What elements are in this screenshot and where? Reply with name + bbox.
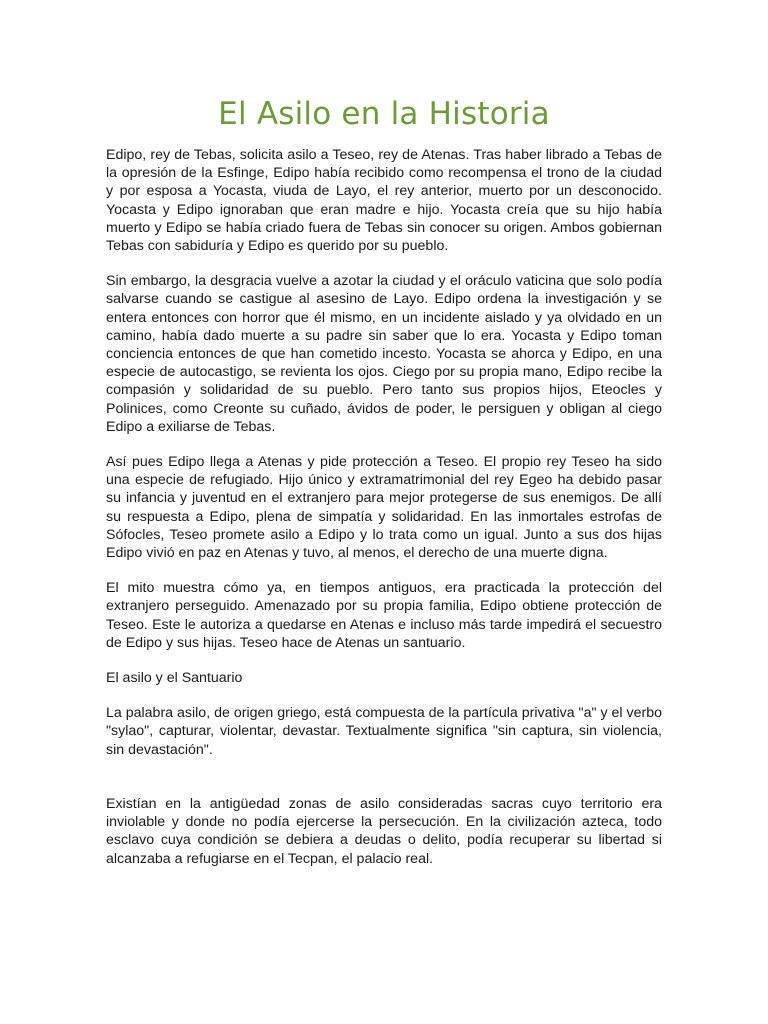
paragraph-mito: El mito muestra cómo ya, en tiempos antiguos, era practicada la protección del extranjero perseguido. Amenazado por su propia familia, Edipo obtiene protección de Teseo. Este le autoriza a quedarse en Atenas e incluso más tarde impedirá el secuestro de Edipo y sus hijas. Teseo hace de Atenas un santuario.: [106, 580, 662, 651]
paragraph-atenas: Así pues Edipo llega a Atenas y pide protección a Teseo. El propio rey Teseo ha sido una especie de refugiado. Hijo único y extramatrimonial del rey Egeo ha debido pasar su infancia y juventud en el extranjero para mejor protegerse de sus enemigos. De allí su respuesta a Edipo, plena de simpatía y solidaridad. En las inmortales estrofas de Sófocles, Teseo promete asilo a Edipo y lo trata como un igual. Junto a sus dos hijas Edipo vivió en paz en Atenas y tuvo, al menos, el derecho de una muerte digna.: [106, 454, 662, 562]
document-body: [106, 146, 662, 868]
section-heading-asilo-santuario: El asilo y el Santuario: [106, 670, 243, 687]
paragraph-edipo-tebas: Edipo, rey de Tebas, solicita asilo a Teseo, rey de Atenas. Tras haber librado a Tebas de la opresión de la Esfinge, Edipo había recibido como recompensa el trono de la ciudad y por esposa a Yocasta, viuda de Layo, el rey anterior, muerto por un desconocido. Yocasta y Edipo ignoraban que eran madre e hijo. Yocasta creía que su hijo había muerto y Edipo se había criado fuera de Tebas sin conocer su origen. Ambos gobiernan Tebas con sabiduría y Edipo es querido por su pueblo.: [106, 147, 662, 255]
paragraph-etimologia: La palabra asilo, de origen griego, está compuesta de la partícula privativa "a" y el verbo "sylao", capturar, violentar, devastar. Textualmente significa "sin captura, sin violencia, sin devastación".: [106, 705, 662, 758]
document-title: El Asilo en la Historia: [218, 96, 550, 132]
paragraph-desgracia: Sin embargo, la desgracia vuelve a azotar la ciudad y el oráculo vaticina que solo podía salvarse cuando se castigue al asesino de Layo. Edipo ordena la investigación y se entera entonces con horror que él mismo, en un incidente aislado y ya olvidado en un camino, había dado muerte a su padre sin saber que lo era. Yocasta y Edipo toman conciencia entonces de que han cometido incesto. Yocasta se ahorca y Edipo, en una especie de autocastigo, se revienta los ojos. Ciego por su propia mano, Edipo recibe la compasión y solidaridad de su pueblo. Pero tanto sus propios hijos, Eteocles y Polinices, como Creonte su cuñado, ávidos de poder, le persiguen y obligan al ciego Edipo a exiliarse de Tebas.: [106, 273, 662, 435]
paragraph-antiguedad: Existían en la antigüedad zonas de asilo consideradas sacras cuyo territorio era inviolable y donde no podía ejercerse la persecución. En la civilización azteca, todo esclavo cuya condición se debiera a deudas o delito, podía recuperar su libertad si alcanzaba a refugiarse en el Tecpan, el palacio real.: [106, 795, 662, 867]
